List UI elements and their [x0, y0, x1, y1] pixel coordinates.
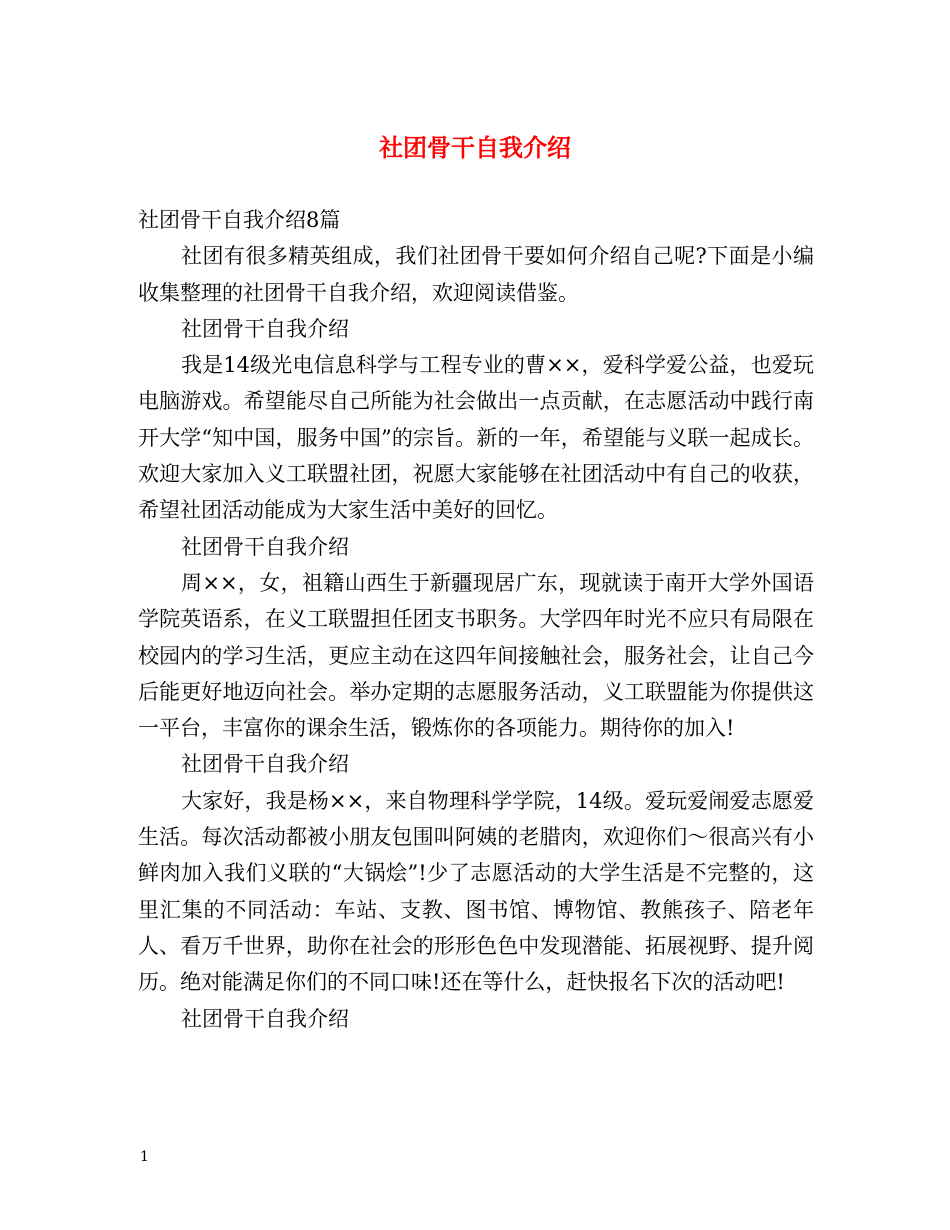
section-heading: 社团骨干自我介绍 — [181, 316, 349, 341]
subtitle-paragraph: 社团骨干自我介绍8篇 — [138, 208, 341, 232]
section-heading: 社团骨干自我介绍 — [181, 534, 349, 559]
body-paragraph: 周××，女，祖籍山西生于新疆现居广东，现就读于南开大学外国语学院英语系，在义工联盟担任团支书职务。大学四年时光不应只有局限在校园内的学习生活，更应主动在这四年间接触社会，服务社会，让自己今后能更好地迈向社会。举办定期的志愿服务活动，义工联盟能为你提供这一平台，丰富你的课余生活，锻炼你的各项能力。期待你的加入! — [138, 570, 814, 741]
section-heading: 社团骨干自我介绍 — [181, 1006, 349, 1031]
page-number: 1 — [140, 1149, 149, 1165]
body-paragraph: 我是14级光电信息科学与工程专业的曹××，爱科学爱公益，也爱玩电脑游戏。希望能尽自己所能为社会做出一点贡献，在志愿活动中践行南开大学“知中国，服务中国”的宗旨。新的一年，希望能与义联一起成长。欢迎大家加入义工联盟社团，祝愿大家能够在社团活动中有自己的收获，希望社团活动能成为大家生活中美好的回忆。 — [138, 353, 814, 523]
intro-paragraph: 社团有很多精英组成，我们社团骨干要如何介绍自己呢?下面是小编收集整理的社团骨干自我介绍，欢迎阅读借鉴。 — [138, 244, 814, 305]
body-paragraph: 大家好，我是杨××，来自物理科学学院，14级。爱玩爱闹爱志愿爱生活。每次活动都被小朋友包围叫阿姨的老腊肉，欢迎你们～很高兴有小鲜肉加入我们义联的“大锅烩”!少了志愿活动的大学生活是不完整的，这里汇集的不同活动：车站、支教、图书馆、博物馆、教熊孩子、陪老年人、看万千世界，助你在社会的形形色色中发现潜能、拓展视野、提升阅历。绝对能满足你们的不同口味!还在等什么，赶快报名下次的活动吧! — [138, 788, 814, 995]
document-title: 社团骨干自我介绍 — [379, 133, 571, 162]
document-body — [138, 202, 814, 1037]
section-heading: 社团骨干自我介绍 — [181, 752, 349, 777]
